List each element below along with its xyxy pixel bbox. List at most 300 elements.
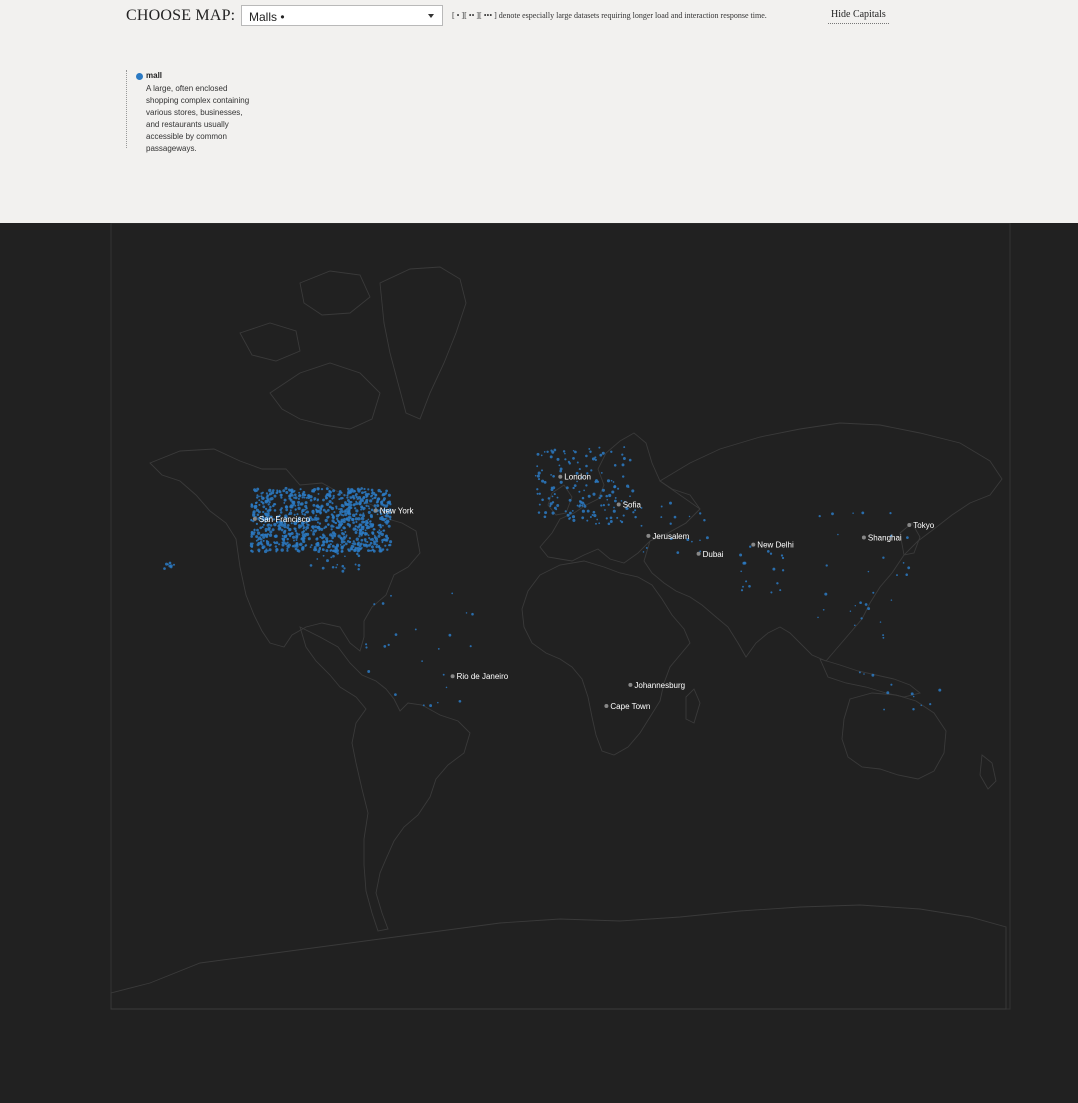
- mall-point[interactable]: [623, 446, 625, 448]
- mall-point[interactable]: [913, 696, 915, 698]
- mall-point[interactable]: [355, 531, 358, 534]
- mall-point[interactable]: [449, 634, 452, 637]
- mall-point[interactable]: [572, 457, 575, 460]
- mall-point[interactable]: [554, 493, 556, 495]
- mall-point[interactable]: [536, 488, 538, 490]
- mall-point[interactable]: [332, 541, 334, 543]
- mall-point[interactable]: [357, 568, 359, 570]
- mall-point[interactable]: [323, 509, 326, 512]
- mall-point[interactable]: [706, 536, 709, 539]
- mall-point[interactable]: [429, 704, 432, 707]
- mall-point[interactable]: [256, 496, 258, 498]
- mall-point[interactable]: [336, 552, 339, 555]
- mall-point[interactable]: [370, 520, 372, 522]
- mall-point[interactable]: [310, 499, 313, 502]
- mall-point[interactable]: [303, 530, 305, 532]
- mall-point[interactable]: [380, 491, 382, 493]
- mall-point[interactable]: [613, 507, 615, 509]
- mall-point[interactable]: [554, 449, 557, 452]
- mall-point[interactable]: [306, 497, 308, 499]
- mall-point[interactable]: [615, 497, 617, 499]
- mall-point[interactable]: [263, 540, 265, 542]
- mall-point[interactable]: [333, 511, 335, 513]
- mall-point[interactable]: [598, 447, 600, 449]
- mall-point[interactable]: [293, 527, 295, 529]
- mall-point[interactable]: [341, 546, 343, 548]
- mall-point[interactable]: [670, 523, 672, 525]
- mall-point[interactable]: [316, 537, 318, 539]
- mall-point[interactable]: [332, 545, 335, 548]
- mall-point[interactable]: [278, 490, 280, 492]
- mall-point[interactable]: [572, 510, 574, 512]
- mall-point[interactable]: [552, 475, 555, 478]
- mall-point[interactable]: [607, 479, 610, 482]
- mall-point[interactable]: [341, 529, 343, 531]
- mall-point[interactable]: [389, 540, 392, 543]
- mall-point[interactable]: [290, 489, 293, 492]
- mall-point[interactable]: [355, 564, 357, 566]
- mall-point[interactable]: [376, 499, 379, 502]
- mall-point[interactable]: [281, 494, 283, 496]
- mall-point[interactable]: [266, 492, 268, 494]
- mall-point[interactable]: [346, 508, 348, 510]
- mall-point[interactable]: [386, 520, 389, 523]
- mall-point[interactable]: [332, 566, 335, 569]
- mall-point[interactable]: [641, 525, 643, 527]
- mall-point[interactable]: [349, 541, 351, 543]
- mall-point[interactable]: [541, 499, 544, 502]
- mall-point[interactable]: [349, 496, 352, 499]
- mall-point[interactable]: [269, 509, 271, 511]
- mall-point[interactable]: [371, 545, 374, 548]
- mall-point[interactable]: [340, 514, 342, 516]
- mall-point[interactable]: [255, 535, 258, 538]
- capital-dot[interactable]: [862, 536, 866, 540]
- mall-point[interactable]: [311, 490, 313, 492]
- mall-point[interactable]: [779, 589, 781, 591]
- mall-point[interactable]: [559, 465, 561, 467]
- mall-point[interactable]: [280, 507, 282, 509]
- mall-point[interactable]: [275, 551, 277, 553]
- mall-point[interactable]: [355, 502, 358, 505]
- mall-point[interactable]: [341, 550, 344, 553]
- mall-point[interactable]: [359, 544, 362, 547]
- mall-point[interactable]: [782, 569, 784, 571]
- mall-point[interactable]: [886, 691, 889, 694]
- mall-point[interactable]: [340, 497, 343, 500]
- mall-point[interactable]: [572, 519, 575, 522]
- mall-point[interactable]: [375, 540, 378, 543]
- mall-point[interactable]: [359, 501, 362, 504]
- mall-point[interactable]: [371, 489, 374, 492]
- mall-point[interactable]: [250, 505, 253, 508]
- mall-point[interactable]: [585, 455, 588, 458]
- mall-point[interactable]: [548, 497, 551, 500]
- mall-point[interactable]: [676, 551, 679, 554]
- mall-point[interactable]: [438, 648, 440, 650]
- mall-point[interactable]: [377, 535, 380, 538]
- mall-point[interactable]: [437, 702, 439, 704]
- mall-point[interactable]: [305, 501, 308, 504]
- mall-point[interactable]: [170, 564, 173, 567]
- mall-point[interactable]: [365, 544, 368, 547]
- mall-point[interactable]: [537, 475, 540, 478]
- mall-point[interactable]: [333, 526, 335, 528]
- mall-point[interactable]: [260, 541, 263, 544]
- mall-point[interactable]: [330, 549, 332, 551]
- mall-point[interactable]: [611, 490, 614, 493]
- mall-point[interactable]: [837, 534, 839, 536]
- mall-point[interactable]: [365, 529, 367, 531]
- mall-point[interactable]: [370, 514, 373, 517]
- mall-point[interactable]: [302, 539, 304, 541]
- mall-point[interactable]: [699, 512, 701, 514]
- mall-point[interactable]: [281, 548, 284, 551]
- mall-point[interactable]: [347, 494, 349, 496]
- mall-point[interactable]: [569, 499, 572, 502]
- mall-point[interactable]: [357, 488, 360, 491]
- mall-point[interactable]: [776, 582, 778, 584]
- mall-point[interactable]: [551, 451, 554, 454]
- mall-point[interactable]: [905, 573, 908, 576]
- mall-point[interactable]: [782, 557, 784, 559]
- mall-point[interactable]: [331, 537, 334, 540]
- mall-point[interactable]: [372, 532, 375, 535]
- mall-point[interactable]: [385, 490, 388, 493]
- mall-point[interactable]: [891, 599, 893, 601]
- mall-point[interactable]: [911, 692, 914, 695]
- mall-point[interactable]: [616, 517, 618, 519]
- mall-point[interactable]: [266, 540, 268, 542]
- mall-point[interactable]: [298, 533, 300, 535]
- mall-point[interactable]: [331, 507, 334, 510]
- mall-point[interactable]: [268, 489, 271, 492]
- mall-point[interactable]: [614, 464, 617, 467]
- mall-point[interactable]: [390, 595, 392, 597]
- mall-point[interactable]: [880, 621, 881, 622]
- mall-point[interactable]: [363, 488, 365, 490]
- mall-point[interactable]: [338, 508, 340, 510]
- mall-point[interactable]: [552, 512, 555, 515]
- mall-point[interactable]: [348, 501, 351, 504]
- mall-point[interactable]: [332, 555, 335, 558]
- mall-point[interactable]: [343, 527, 345, 529]
- mall-point[interactable]: [373, 528, 375, 530]
- mall-point[interactable]: [283, 531, 286, 534]
- mall-point[interactable]: [608, 504, 610, 506]
- mall-point[interactable]: [252, 533, 255, 536]
- mall-point[interactable]: [295, 539, 297, 541]
- mall-point[interactable]: [749, 546, 751, 548]
- mall-point[interactable]: [349, 537, 351, 539]
- mall-point[interactable]: [272, 528, 275, 531]
- mall-point[interactable]: [284, 499, 287, 502]
- mall-point[interactable]: [295, 509, 297, 511]
- mall-point[interactable]: [274, 542, 276, 544]
- mall-point[interactable]: [312, 510, 314, 512]
- mall-point[interactable]: [544, 515, 547, 518]
- mall-point[interactable]: [929, 703, 931, 705]
- mall-point[interactable]: [375, 545, 378, 548]
- mall-point[interactable]: [643, 551, 645, 553]
- mall-point[interactable]: [338, 493, 341, 496]
- mall-point[interactable]: [289, 495, 292, 498]
- capital-dot[interactable]: [628, 683, 632, 687]
- mall-point[interactable]: [322, 541, 325, 544]
- mall-point[interactable]: [415, 628, 417, 630]
- mall-point[interactable]: [367, 519, 369, 521]
- mall-point[interactable]: [262, 505, 265, 508]
- mall-point[interactable]: [256, 523, 258, 525]
- mall-point[interactable]: [859, 601, 862, 604]
- mall-point[interactable]: [600, 495, 603, 498]
- mall-point[interactable]: [289, 535, 291, 537]
- mall-point[interactable]: [318, 493, 320, 495]
- mall-point[interactable]: [371, 494, 373, 496]
- mall-point[interactable]: [621, 454, 623, 456]
- mall-point[interactable]: [343, 494, 345, 496]
- mall-point[interactable]: [388, 494, 391, 497]
- mall-point[interactable]: [287, 524, 290, 527]
- mall-point[interactable]: [572, 515, 575, 518]
- mall-point[interactable]: [269, 534, 272, 537]
- mall-point[interactable]: [335, 522, 337, 524]
- mall-point[interactable]: [298, 495, 301, 498]
- capital-dot[interactable]: [617, 503, 621, 507]
- mall-point[interactable]: [358, 564, 361, 567]
- mall-point[interactable]: [389, 503, 391, 505]
- mall-point[interactable]: [322, 499, 325, 502]
- mall-point[interactable]: [373, 603, 375, 605]
- mall-point[interactable]: [301, 511, 303, 513]
- mall-point[interactable]: [365, 523, 368, 526]
- mall-point[interactable]: [365, 496, 367, 498]
- mall-point[interactable]: [368, 534, 370, 536]
- mall-point[interactable]: [383, 645, 386, 648]
- mall-point[interactable]: [254, 506, 257, 509]
- capital-dot[interactable]: [907, 523, 911, 527]
- mall-point[interactable]: [297, 504, 299, 506]
- mall-point[interactable]: [361, 535, 363, 537]
- mall-point[interactable]: [330, 543, 332, 545]
- mall-point[interactable]: [285, 535, 287, 537]
- mall-point[interactable]: [566, 486, 569, 489]
- mall-point[interactable]: [328, 494, 331, 497]
- mall-point[interactable]: [291, 501, 294, 504]
- mall-point[interactable]: [614, 500, 617, 503]
- mall-point[interactable]: [368, 511, 371, 514]
- mall-point[interactable]: [605, 495, 608, 498]
- mall-point[interactable]: [324, 526, 327, 529]
- mall-point[interactable]: [268, 503, 270, 505]
- mall-point[interactable]: [354, 548, 356, 550]
- mall-point[interactable]: [270, 524, 273, 527]
- mall-point[interactable]: [327, 509, 330, 512]
- mall-point[interactable]: [295, 496, 298, 499]
- mall-point[interactable]: [592, 493, 595, 496]
- mall-point[interactable]: [353, 546, 355, 548]
- mall-point[interactable]: [368, 507, 370, 509]
- mall-point[interactable]: [325, 497, 328, 500]
- mall-point[interactable]: [256, 494, 258, 496]
- world-map[interactable]: [0, 223, 1078, 1103]
- mall-point[interactable]: [341, 565, 344, 568]
- mall-point[interactable]: [319, 512, 321, 514]
- mall-point[interactable]: [348, 516, 351, 519]
- mall-point[interactable]: [323, 555, 325, 557]
- mall-point[interactable]: [871, 674, 874, 677]
- mall-point[interactable]: [362, 512, 364, 514]
- mall-point[interactable]: [357, 541, 360, 544]
- mall-point[interactable]: [383, 497, 386, 500]
- mall-point[interactable]: [331, 502, 333, 504]
- mall-point[interactable]: [850, 611, 851, 612]
- mall-point[interactable]: [610, 516, 613, 519]
- mall-point[interactable]: [357, 547, 360, 550]
- mall-point[interactable]: [258, 495, 260, 497]
- mall-point[interactable]: [574, 451, 577, 454]
- mall-point[interactable]: [350, 507, 352, 509]
- mall-point[interactable]: [565, 510, 567, 512]
- mall-point[interactable]: [824, 593, 827, 596]
- mall-point[interactable]: [781, 554, 783, 556]
- mall-point[interactable]: [371, 538, 374, 541]
- mall-point[interactable]: [770, 591, 772, 593]
- mall-point[interactable]: [569, 512, 572, 515]
- capital-dot[interactable]: [697, 552, 701, 556]
- mall-point[interactable]: [268, 528, 271, 531]
- mall-point[interactable]: [362, 514, 365, 517]
- mall-point[interactable]: [370, 542, 373, 545]
- mall-point[interactable]: [629, 495, 631, 497]
- mall-point[interactable]: [280, 496, 282, 498]
- mall-point[interactable]: [356, 538, 359, 541]
- mall-point[interactable]: [262, 511, 264, 513]
- mall-point[interactable]: [260, 538, 263, 541]
- mall-point[interactable]: [342, 505, 345, 508]
- capital-dot[interactable]: [558, 475, 562, 479]
- mall-point[interactable]: [907, 566, 910, 569]
- mall-point[interactable]: [265, 500, 268, 503]
- mall-point[interactable]: [312, 512, 314, 514]
- mall-point[interactable]: [294, 493, 297, 496]
- mall-point[interactable]: [326, 487, 329, 490]
- mall-point[interactable]: [315, 518, 318, 521]
- mall-point[interactable]: [296, 532, 298, 534]
- mall-point[interactable]: [363, 521, 365, 523]
- mall-point[interactable]: [355, 513, 357, 515]
- mall-point[interactable]: [347, 490, 350, 493]
- mall-point[interactable]: [373, 542, 376, 545]
- mall-point[interactable]: [689, 516, 690, 517]
- hide-capitals-button[interactable]: Hide Capitals: [828, 9, 889, 24]
- mall-point[interactable]: [326, 516, 329, 519]
- mall-point[interactable]: [617, 488, 619, 490]
- mall-point[interactable]: [265, 508, 267, 510]
- mall-point[interactable]: [623, 457, 626, 460]
- mall-point[interactable]: [302, 497, 304, 499]
- mall-point[interactable]: [265, 530, 267, 532]
- mall-point[interactable]: [355, 517, 358, 520]
- mall-point[interactable]: [541, 455, 543, 457]
- mall-point[interactable]: [276, 489, 278, 491]
- mall-point[interactable]: [256, 540, 258, 542]
- mall-point[interactable]: [344, 503, 347, 506]
- mall-point[interactable]: [632, 511, 634, 513]
- mall-point[interactable]: [296, 543, 298, 545]
- mall-point[interactable]: [335, 506, 337, 508]
- mall-point[interactable]: [611, 480, 613, 482]
- capital-dot[interactable]: [751, 543, 755, 547]
- mall-point[interactable]: [588, 448, 590, 450]
- mall-point[interactable]: [579, 468, 581, 470]
- mall-point[interactable]: [590, 516, 592, 518]
- mall-point[interactable]: [320, 528, 323, 531]
- mall-point[interactable]: [582, 510, 585, 513]
- mall-point[interactable]: [557, 497, 559, 499]
- mall-point[interactable]: [293, 540, 295, 542]
- mall-point[interactable]: [674, 516, 677, 519]
- mall-point[interactable]: [537, 493, 539, 495]
- mall-point[interactable]: [266, 494, 268, 496]
- mall-point[interactable]: [389, 518, 391, 520]
- mall-point[interactable]: [341, 519, 344, 522]
- mall-point[interactable]: [539, 493, 541, 495]
- mall-point[interactable]: [258, 510, 261, 513]
- mall-point[interactable]: [598, 522, 600, 524]
- mall-point[interactable]: [322, 567, 325, 570]
- mall-point[interactable]: [359, 529, 362, 532]
- mall-point[interactable]: [370, 550, 372, 552]
- mall-point[interactable]: [594, 481, 597, 484]
- mall-point[interactable]: [361, 547, 363, 549]
- mall-point[interactable]: [310, 530, 312, 532]
- capital-dot[interactable]: [374, 509, 378, 513]
- mall-point[interactable]: [890, 684, 892, 686]
- mall-point[interactable]: [286, 526, 289, 529]
- mall-point[interactable]: [326, 540, 329, 543]
- mall-point[interactable]: [867, 607, 870, 610]
- mall-point[interactable]: [394, 693, 397, 696]
- mall-point[interactable]: [360, 509, 362, 511]
- mall-point[interactable]: [358, 535, 360, 537]
- mall-point[interactable]: [859, 671, 861, 673]
- mall-point[interactable]: [347, 523, 350, 526]
- mall-point[interactable]: [253, 510, 256, 513]
- mall-point[interactable]: [279, 527, 282, 530]
- mall-point[interactable]: [341, 523, 344, 526]
- mall-point[interactable]: [310, 546, 312, 548]
- mall-point[interactable]: [270, 544, 272, 546]
- mall-point[interactable]: [589, 450, 591, 452]
- capital-dot[interactable]: [253, 517, 257, 521]
- mall-point[interactable]: [325, 519, 328, 522]
- mall-point[interactable]: [364, 491, 366, 493]
- mall-point[interactable]: [560, 468, 563, 471]
- mall-point[interactable]: [372, 492, 375, 495]
- mall-point[interactable]: [379, 524, 381, 526]
- mall-point[interactable]: [268, 512, 270, 514]
- mall-point[interactable]: [345, 543, 348, 546]
- mall-point[interactable]: [646, 547, 648, 549]
- mall-point[interactable]: [538, 511, 540, 513]
- mall-point[interactable]: [363, 543, 365, 545]
- mall-point[interactable]: [691, 541, 693, 543]
- mall-point[interactable]: [278, 543, 280, 545]
- mall-point[interactable]: [336, 564, 338, 566]
- mall-point[interactable]: [373, 497, 375, 499]
- mall-point[interactable]: [346, 496, 348, 498]
